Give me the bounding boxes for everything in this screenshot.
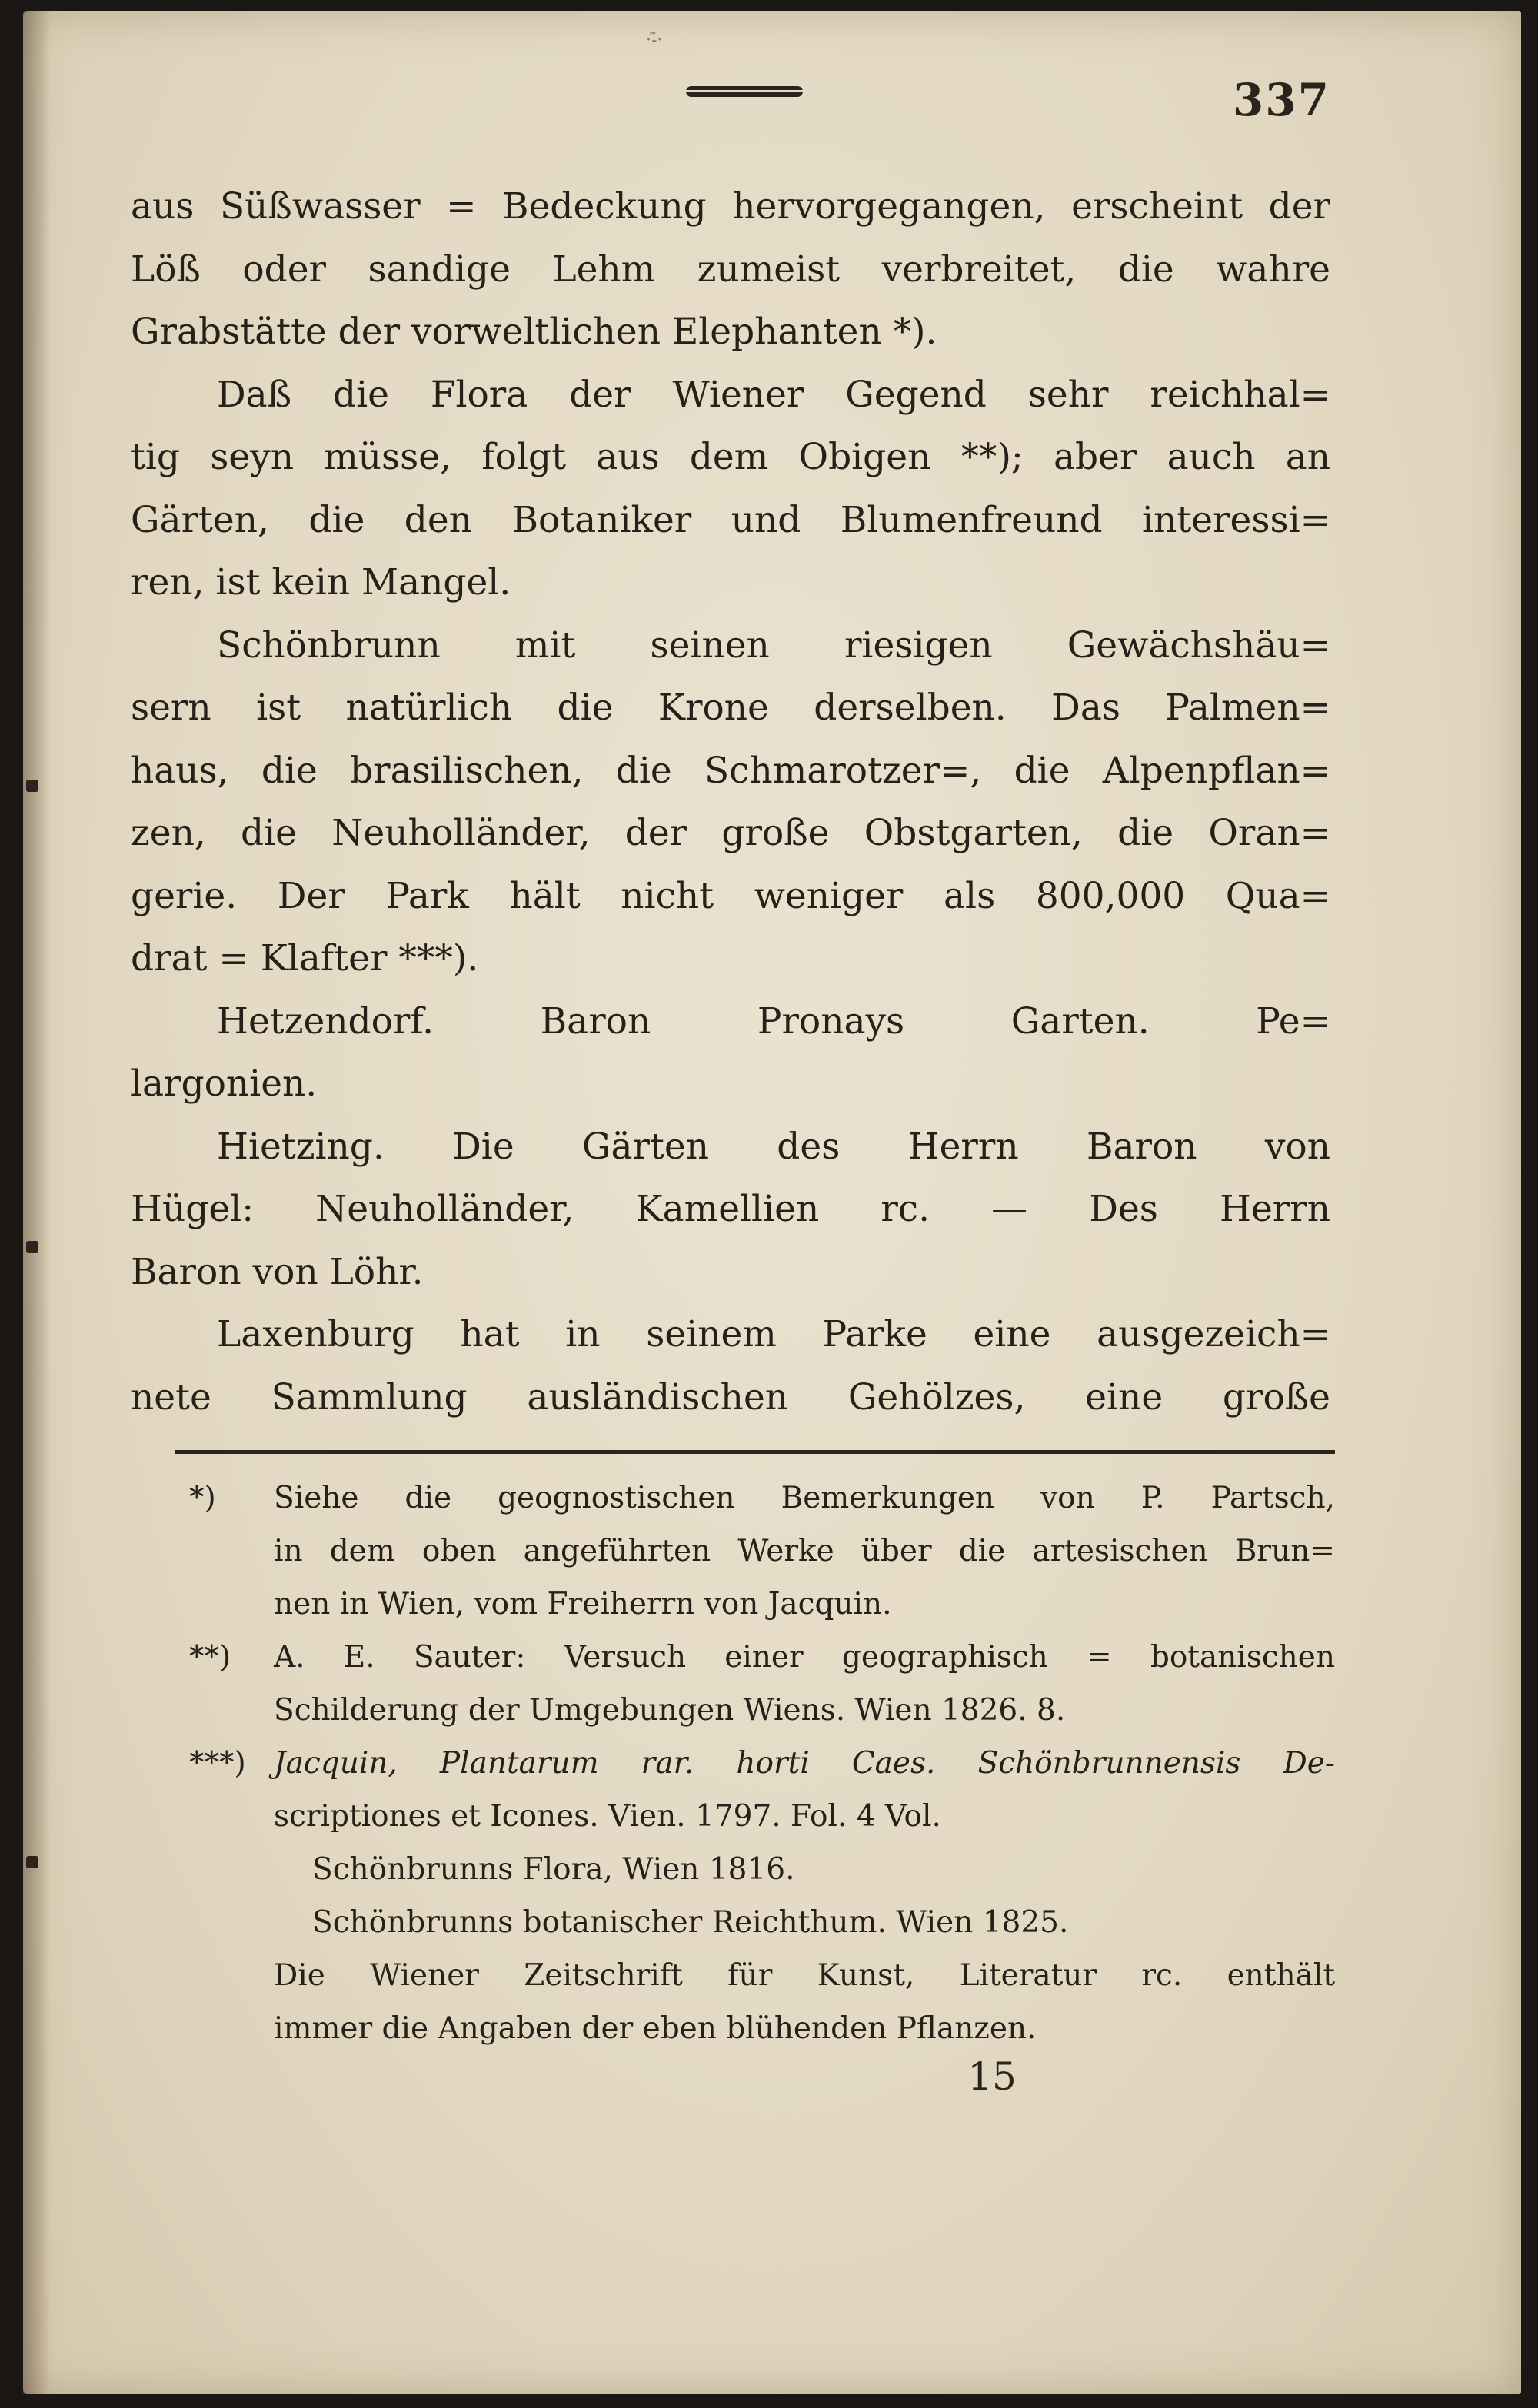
page-spine-shadow <box>23 11 51 2394</box>
footnote-line: Schönbrunns Flora, Wien 1816. <box>312 1852 795 1887</box>
header-rule <box>686 86 803 97</box>
text-line: Hügel: Neuholländer, Kamellien rc. — Des Herrn <box>131 1188 1330 1230</box>
footnotes <box>189 1472 1335 2055</box>
footnote-line: in dem oben angeführten Werke über die artesischen Brun= <box>274 1534 1335 1568</box>
footnote-line: Schilderung der Umgebungen Wiens. Wien 1826. 8. <box>274 1693 1066 1728</box>
text-line: tig seyn müsse, folgt aus dem Obigen **); aber auch an <box>131 436 1330 478</box>
footnote-marker: **) <box>189 1640 231 1675</box>
text-line: zen, die Neuholländer, der große Obstgarten, die Oran= <box>131 812 1330 854</box>
text-line: largonien. <box>131 1063 318 1105</box>
text-line: Daß die Flora der Wiener Gegend sehr reichhal= <box>217 373 1330 416</box>
page-number: 337 <box>1232 74 1330 126</box>
footnote-marker: *) <box>189 1481 216 1515</box>
text-line: gerie. Der Park hält nicht weniger als 800,000 Qua= <box>131 874 1330 917</box>
text-line: sern ist natürlich die Krone derselben. Das Palmen= <box>131 687 1330 729</box>
footnote-line: Die Wiener Zeitschrift für Kunst, Literatur rc. enthält <box>274 1958 1335 1993</box>
text-line: Hetzendorf. Baron Pronays Garten. Pe= <box>217 999 1330 1043</box>
text-line: drat = Klafter ***). <box>131 937 479 979</box>
footnote-text: Jacquin, Plantarum rar. horti Caes. Schönbrunnensis De- <box>274 1746 1335 1781</box>
footnote-line: scriptiones et Icones. Vien. 1797. Fol. 4 Vol. <box>274 1799 941 1834</box>
footnote-line <box>189 1472 1335 1525</box>
margin-mark <box>26 1856 38 1868</box>
text-line: Gärten, die den Botaniker und Blumenfreund interessi= <box>131 498 1330 541</box>
footnote-line: Schönbrunns botanischer Reichthum. Wien 1825. <box>312 1905 1069 1940</box>
text-line: ren, ist kein Mangel. <box>131 561 511 604</box>
text-line: nete Sammlung ausländischen Gehölzes, eine große <box>131 1375 1330 1419</box>
margin-mark <box>26 780 38 792</box>
body-text <box>131 175 1330 1429</box>
text-line: haus, die brasilischen, die Schmarotzer=, die Alpenpflan= <box>131 749 1330 792</box>
text-line: Schönbrunn mit seinen riesigen Gewächshäu= <box>217 624 1330 667</box>
footnote-line: nen in Wien, vom Freiherrn von Jacquin. <box>274 1587 892 1621</box>
text-line: aus Süßwasser = Bedeckung hervorgegangen, erscheint der <box>131 185 1330 228</box>
text-line: Laxenburg hat in seinem Parke eine ausgezeich= <box>217 1313 1330 1355</box>
text-line: Hietzing. Die Gärten des Herrn Baron von <box>217 1125 1330 1168</box>
footnote-text: Siehe die geognostischen Bemerkungen von P. Partsch, <box>274 1481 1335 1515</box>
margin-mark <box>26 1241 38 1253</box>
footnote-marker: ***) <box>189 1746 246 1781</box>
footnote-line: immer die Angaben der eben blühenden Pflanzen. <box>274 2011 1037 2046</box>
top-smudge-mark: ·-̃· <box>646 31 663 50</box>
footnote-line <box>189 1737 1335 1790</box>
text-line: Grabstätte der vorweltlichen Elephanten *). <box>131 311 937 353</box>
footnote-line <box>189 1631 1335 1684</box>
signature-mark: 15 <box>967 2054 1017 2099</box>
text-line: Löß oder sandige Lehm zumeist verbreitet, die wahre <box>131 248 1330 291</box>
text-line: Baron von Löhr. <box>131 1250 424 1293</box>
footnote-text: A. E. Sauter: Versuch einer geographisch = botanischen <box>274 1640 1335 1675</box>
footnote-rule <box>175 1450 1335 1454</box>
